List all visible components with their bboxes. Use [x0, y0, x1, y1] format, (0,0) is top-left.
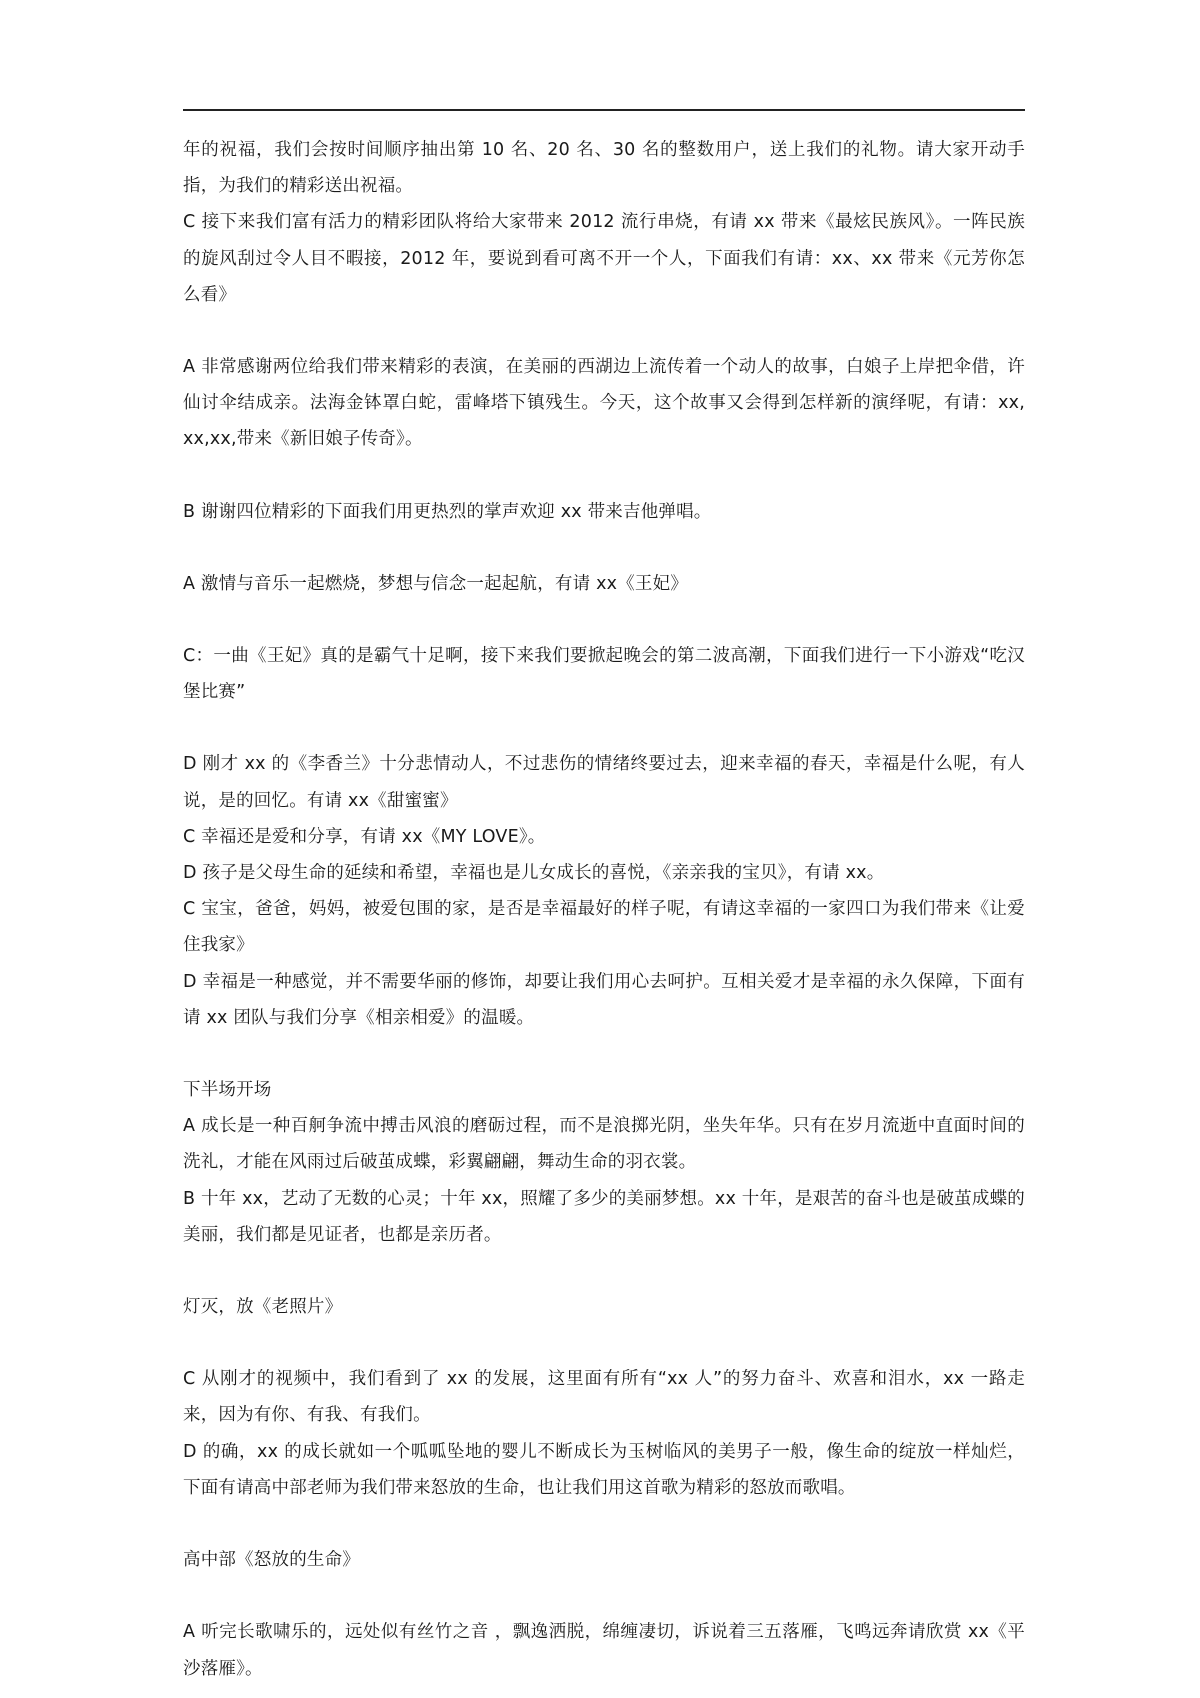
document-body: [183, 132, 1025, 1687]
paragraph-gap: [183, 1253, 1025, 1289]
paragraph-gap: [183, 1578, 1025, 1614]
paragraph: C 从刚才的视频中，我们看到了 xx 的发展，这里面有所有“xx 人”的努力奋斗、欢喜和泪水，xx 一路走来，因为有你、有我、有我们。: [183, 1369, 1025, 1426]
paragraph: A 激情与音乐一起燃烧，梦想与信念一起起航，有请 xx《王妃》: [183, 573, 689, 594]
paragraph: B 十年 xx，艺动了无数的心灵；十年 xx，照耀了多少的美丽梦想。xx 十年，是艰苦的奋斗也是破茧成蝶的美丽，我们都是见证者，也都是亲历者。: [183, 1188, 1025, 1245]
paragraph-gap: [183, 530, 1025, 566]
paragraph-gap: [183, 1506, 1025, 1542]
paragraph-gap: [183, 602, 1025, 638]
paragraph: A 成长是一种百舸争流中搏击风浪的磨砺过程，而不是浪掷光阴，坐失年华。只有在岁月流逝中直面时间的洗礼，才能在风雨过后破茧成蝶，彩翼翩翩，舞动生命的羽衣裳。: [183, 1116, 1025, 1173]
paragraph: 年的祝福，我们会按时间顺序抽出第 10 名、20 名、30 名的整数用户，送上我们的礼物。请大家开动手指，为我们的精彩送出祝福。: [183, 140, 1025, 197]
header-rule: [183, 109, 1025, 111]
paragraph: C 幸福还是爱和分享，有请 xx《MY LOVE》。: [183, 826, 546, 847]
paragraph: C 宝宝，爸爸，妈妈，被爱包围的家，是否是幸福最好的样子呢，有请这幸福的一家四口为我们带来《让爱住我家》: [183, 899, 1025, 956]
paragraph-gap: [183, 710, 1025, 746]
paragraph-gap: [183, 313, 1025, 349]
paragraph: C：一曲《王妃》真的是霸气十足啊，接下来我们要掀起晚会的第二波高潮，下面我们进行一下小游戏“吃汉堡比赛”: [183, 646, 1025, 703]
paragraph: B 谢谢四位精彩的下面我们用更热烈的掌声欢迎 xx 带来吉他弹唱。: [183, 501, 712, 522]
paragraph-gap: [183, 1036, 1025, 1072]
paragraph-gap: [183, 1325, 1025, 1361]
paragraph: D 孩子是父母生命的延续和希望，幸福也是儿女成长的喜悦，《亲亲我的宝贝》，有请 xx。: [183, 863, 885, 884]
section-heading: 下半场开场: [183, 1080, 272, 1101]
section-heading: 灯灭，放《老照片》: [183, 1297, 343, 1318]
paragraph: D 的确，xx 的成长就如一个呱呱坠地的婴儿不断成长为玉树临风的美男子一般，像生命的绽放一样灿烂，下面有请高中部老师为我们带来怒放的生命，也让我们用这首歌为精彩的怒放而歌唱。: [183, 1441, 1025, 1498]
paragraph: D 幸福是一种感觉，并不需要华丽的修饰，却要让我们用心去呵护。互相关爱才是幸福的永久保障，下面有请 xx 团队与我们分享《相亲相爱》的温暖。: [183, 971, 1025, 1028]
paragraph-gap: [183, 458, 1025, 494]
paragraph: A 听完长歌啸乐的，远处似有丝竹之音 ，飘逸洒脱，绵缠凄切，诉说着三五落雁，飞鸣远奔请欣赏 xx《平沙落雁》。: [183, 1622, 1025, 1679]
paragraph: A 非常感谢两位给我们带来精彩的表演，在美丽的西湖边上流传着一个动人的故事，白娘子上岸把伞借，许仙讨伞结成亲。法海金钵罩白蛇，雷峰塔下镇残生。今天，这个故事又会得到怎样新的演绎呢，有请：xx, xx,xx,带来《新旧娘子传奇》。: [183, 357, 1025, 450]
section-heading: 高中部《怒放的生命》: [183, 1550, 360, 1571]
paragraph: D 刚才 xx 的《李香兰》十分悲情动人，不过悲伤的情绪终要过去，迎来幸福的春天，幸福是什么呢，有人说，是的回忆。有请 xx《甜蜜蜜》: [183, 754, 1025, 811]
paragraph: C 接下来我们富有活力的精彩团队将给大家带来 2012 流行串烧，有请 xx 带来《最炫民族风》。一阵民族的旋风刮过令人目不暇接，2012 年，要说到看可离不开一个人，下面我们有请：xx、xx 带来《元芳你怎么看》: [183, 212, 1025, 305]
